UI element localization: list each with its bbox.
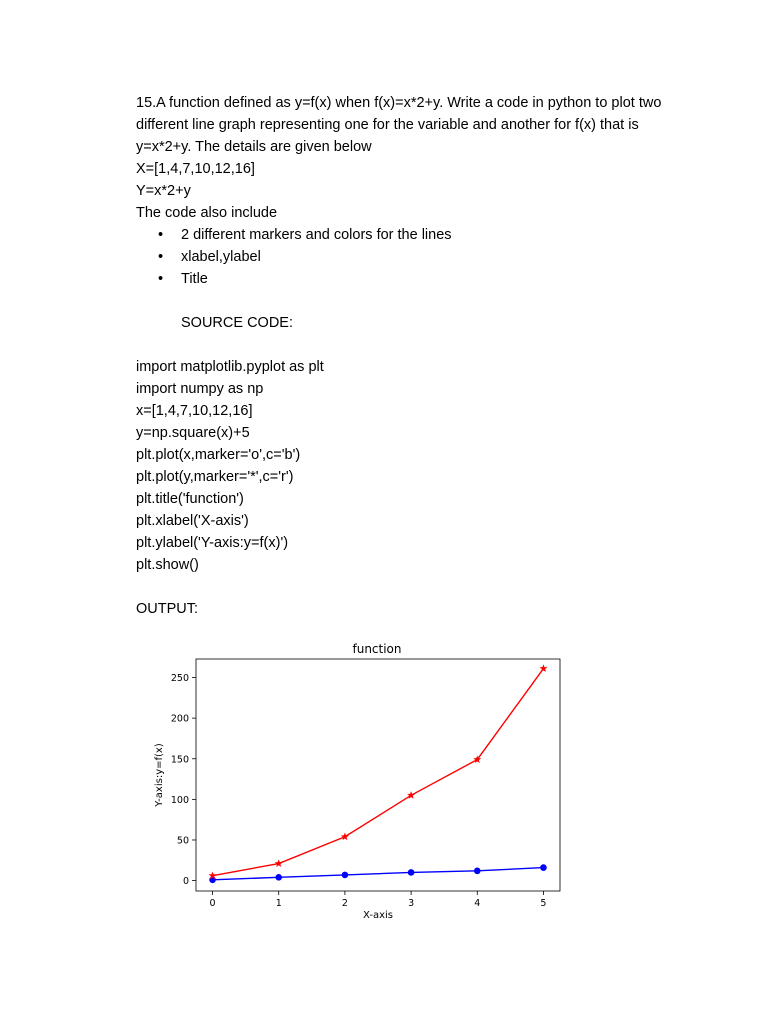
series-layer [209, 664, 548, 883]
y-tick-label: 200 [170, 713, 189, 725]
code-line: import numpy as np [136, 381, 264, 397]
y-tick-label: 0 [182, 876, 189, 888]
code-line: plt.title('function') [136, 491, 244, 507]
y-axis-label: Y-axis:y=f(x) [154, 743, 165, 807]
data-point-circle [342, 872, 349, 879]
bullet-icon: • [158, 271, 164, 287]
bullet-icon: • [158, 249, 164, 265]
code-line: plt.ylabel('Y-axis:y=f(x)') [136, 535, 289, 551]
x-values-line: X=[1,4,7,10,12,16] [136, 161, 255, 177]
series-line-0 [213, 868, 544, 880]
code-line: plt.plot(y,marker='*',c='r') [136, 469, 294, 485]
data-point-circle [540, 864, 547, 871]
y-tick-label: 250 [170, 673, 189, 685]
y-tick-label: 50 [176, 835, 189, 847]
code-line: y=np.square(x)+5 [136, 425, 250, 441]
x-axis [210, 891, 547, 909]
question-line: different line graph representing one for the variable and another for f(x) that is [136, 117, 639, 133]
code-line: plt.plot(x,marker='o',c='b') [136, 447, 301, 463]
code-line: import matplotlib.pyplot as plt [136, 359, 324, 375]
x-axis-label: X-axis [363, 910, 393, 921]
code-block [136, 356, 696, 576]
list-item: • xlabel,ylabel [136, 246, 696, 268]
requirements-list [136, 224, 696, 290]
x-tick-label: 3 [408, 898, 415, 909]
code-line: plt.xlabel('X-axis') [136, 513, 249, 529]
code-line: x=[1,4,7,10,12,16] [136, 403, 253, 419]
x-tick-label: 4 [474, 898, 481, 909]
y-tick-label: 150 [170, 754, 189, 766]
question-line: y=x*2+y. The details are given below [136, 139, 372, 155]
code-line: plt.show() [136, 557, 199, 573]
data-point-star [539, 664, 547, 672]
output-heading: OUTPUT: [136, 601, 199, 617]
x-tick-label: 1 [275, 898, 282, 909]
chart-title: function [352, 642, 402, 656]
function-line-chart [140, 630, 580, 930]
y-tick-label: 100 [170, 794, 189, 806]
list-item: • Title [136, 268, 696, 290]
y-formula-line: Y=x*2+y [136, 183, 191, 199]
data-point-circle [408, 869, 415, 876]
list-item: • 2 different markers and colors for the lines [136, 224, 696, 246]
question-line: 15.A function defined as y=f(x) when f(x)=x*2+y. Write a code in python to plot two [136, 95, 662, 111]
source-code-heading: SOURCE CODE: [181, 315, 293, 331]
requirements-intro: The code also include [136, 205, 278, 221]
x-tick-label: 5 [540, 898, 547, 909]
bullet-icon: • [158, 227, 164, 243]
x-tick-label: 0 [209, 898, 216, 909]
document-text [136, 92, 696, 620]
series-line-1 [213, 669, 544, 876]
y-axis [171, 673, 196, 887]
data-point-star [275, 859, 283, 867]
data-point-circle [474, 868, 481, 875]
data-point-star [341, 833, 349, 841]
x-tick-label: 2 [341, 898, 348, 909]
plot-area [196, 659, 560, 891]
data-point-circle [275, 874, 282, 881]
